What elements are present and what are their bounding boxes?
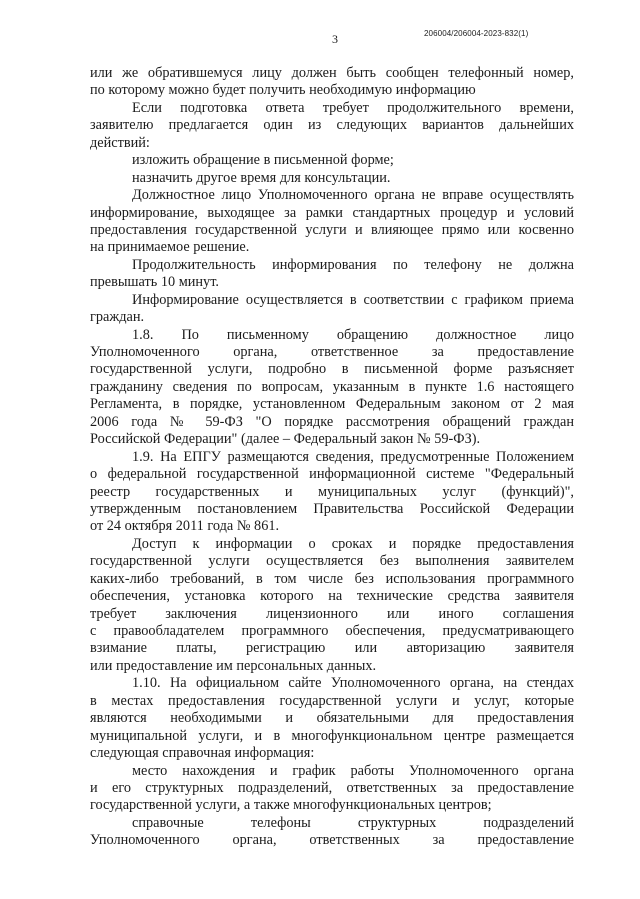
text-line: 1.8. По письменному обращению должностное лицо <box>132 326 574 343</box>
text-line: информирование, выходящее за рамки стандартных процедур и условий <box>90 204 574 221</box>
text-line: граждан. <box>90 309 145 326</box>
text-line: 2006 года № 59-ФЗ "О порядке рассмотрения обращений граждан <box>90 413 574 430</box>
text-line: заявителю предлагается один из следующих вариантов дальнейших <box>90 117 574 134</box>
text-line: реестр государственных и муниципальных услуг (функций)", <box>90 483 574 500</box>
text-line: Должностное лицо Уполномоченного органа не вправе осуществлять <box>132 187 574 204</box>
text-line: 1.9. На ЕПГУ размещаются сведения, предусмотренные Положением <box>132 448 574 465</box>
text-line: справочные телефоны структурных подразделений <box>132 814 574 831</box>
text-line: в местах предоставления государственной услуги и услуг, которые <box>90 692 574 709</box>
text-line: или предоставление им персональных данных. <box>90 657 377 674</box>
text-line: Российской Федерации" (далее – Федеральный закон № 59-ФЗ). <box>90 431 481 448</box>
text-line: превышать 10 минут. <box>90 274 219 291</box>
text-line: Доступ к информации о сроках и порядке предоставления <box>132 535 574 552</box>
text-line: назначить другое время для консультации. <box>132 169 391 186</box>
text-line: Регламента, в порядке, установленном Федеральным законом от 2 мая <box>90 396 574 413</box>
text-line: место нахождения и график работы Уполномоченного органа <box>132 762 574 779</box>
text-line: на принимаемое решение. <box>90 239 250 256</box>
text-line: или же обратившемуся лицу должен быть сообщен телефонный номер, <box>90 65 574 81</box>
document-body <box>90 65 574 850</box>
page-number: 3 <box>332 32 338 46</box>
text-line: государственной услуги, подробно в письменной форме разъясняет <box>90 361 574 378</box>
text-line: с правообладателем программного обеспечения, предусматривающего <box>90 623 574 639</box>
text-line: Уполномоченного органа, ответственных за предоставление <box>90 832 574 849</box>
text-line: требует заключения лицензионного или иного соглашения <box>90 605 574 622</box>
text-line: Информирование осуществляется в соответствии с графиком приема <box>132 291 574 308</box>
document-registration-code: 206004/206004-2023-832(1) <box>424 29 529 38</box>
text-line: являются необходимыми и обязательными для предоставления <box>90 710 574 727</box>
text-line: 1.10. На официальном сайте Уполномоченного органа, на стендах <box>132 675 574 692</box>
text-line: действий: <box>90 134 150 151</box>
text-line: Если подготовка ответа требует продолжительного времени, <box>132 99 574 116</box>
text-line: утвержденным постановлением Правительства Российской Федерации <box>90 500 574 517</box>
text-line: предоставления государственной услуги и влияющее прямо или косвенно <box>90 221 574 238</box>
text-line: взимание платы, регистрацию или авторизацию заявителя <box>90 640 574 657</box>
text-line: от 24 октября 2011 года № 861. <box>90 518 280 535</box>
text-line: гражданину сведения по вопросам, указанным в пункте 1.6 настоящего <box>90 378 574 395</box>
text-line: и его структурных подразделений, ответственных за предоставление <box>90 779 574 796</box>
text-line: Продолжительность информирования по телефону не должна <box>132 256 574 273</box>
text-line: Уполномоченного органа, ответственное за предоставление <box>90 344 574 360</box>
text-line: каких-либо требований, в том числе без использования программного <box>90 570 574 587</box>
text-line: по которому можно будет получить необходимую информацию <box>90 82 476 99</box>
text-line: изложить обращение в письменной форме; <box>132 152 394 169</box>
text-line: следующая справочная информация: <box>90 745 315 762</box>
text-line: государственной услуги, а также многофункциональных центров; <box>90 797 492 814</box>
text-line: обеспечения, установка которого на технические средства заявителя <box>90 588 574 605</box>
text-line: о федеральной государственной информационной системе "Федеральный <box>90 466 574 483</box>
text-line: государственной услуги осуществляется без выполнения заявителем <box>90 553 574 570</box>
text-line: муниципальной услуги, и в многофункциональном центре размещается <box>90 727 574 744</box>
